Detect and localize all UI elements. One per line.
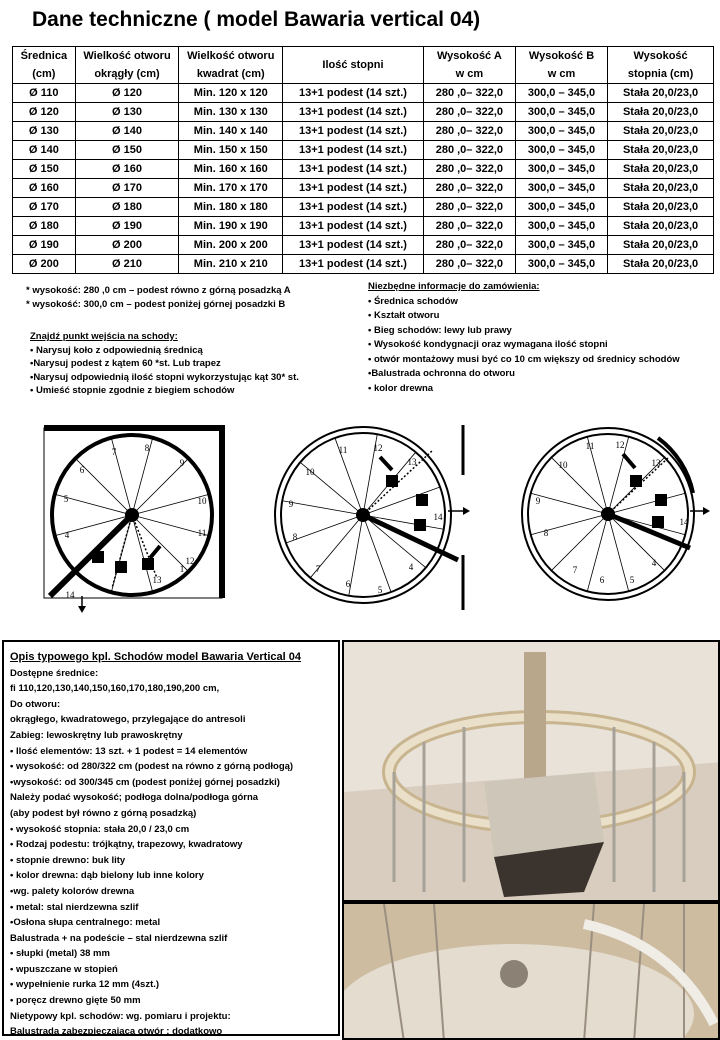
step-number: 3 [655,517,661,527]
table-body [13,84,714,274]
column-header-line: Ilość stopni [322,59,384,71]
table-cell: 13+1 podest (14 szt.) [283,255,424,274]
table-cell: Min. 180 x 180 [179,198,283,217]
column-header-line: (cm) [32,68,56,80]
step-number: 5 [63,494,69,504]
table-cell: Min. 210 x 210 [179,255,283,274]
column-header-line: kwadrat (cm) [196,68,265,80]
table-row [13,179,714,198]
step-number: 9 [179,458,185,468]
spec-table [12,46,714,274]
description-line: Nietypowy kpl. schodów: wg. pomiaru i projektu: [10,1010,231,1022]
table-row [13,103,714,122]
step-number: 11 [338,445,348,455]
step-edge [282,501,363,515]
table-cell: Ø 200 [75,236,179,255]
description-line: Zabieg: lewoskrętny lub prawoskrętny [10,729,183,741]
table-cell: 13+1 podest (14 szt.) [283,217,424,236]
description-line: • wysokość: od 280/322 cm (podest na równo z górną podłogą) [10,761,294,773]
step-number: 2 [658,495,664,505]
step-number: 11 [197,528,207,538]
description-line: • wysokość stopnia: stała 20,0 / 23,0 cm [10,823,190,835]
step-number: 1 [630,476,636,486]
table-cell: Stała 20,0/23,0 [608,198,714,217]
step-number: 14 [65,590,75,600]
description-line: Należy podać wysokość; podłoga dolna/podłoga górna [10,792,259,804]
order-info [368,280,688,396]
step-number: 13 [152,575,162,585]
table-cell: 13+1 podest (14 szt.) [283,141,424,160]
table-cell: Ø 180 [13,217,76,236]
description-lines [10,666,335,1040]
table-cell: Min. 140 x 140 [179,122,283,141]
step-number: 3 [417,519,423,529]
note-b: * wysokość: 300,0 cm – podest poniżej górnej posadzki B [26,299,286,310]
table-cell: Stała 20,0/23,0 [608,255,714,274]
table-row [13,122,714,141]
table-cell: 300,0 – 345,0 [515,141,607,160]
description-line: Dostępne średnice: [10,667,99,679]
step-number: 4 [651,558,657,568]
step-number: 9 [535,496,541,506]
column-header-line: okrągły (cm) [94,68,160,80]
entry-point-instructions [30,330,299,398]
table-cell: 13+1 podest (14 szt.) [283,122,424,141]
description-line: • Rodzaj podestu: trójkątny, trapezowy, kwadratowy [10,839,243,851]
table-cell: Stała 20,0/23,0 [608,84,714,103]
table-cell: Ø 190 [75,217,179,236]
table-cell: Stała 20,0/23,0 [608,179,714,198]
step-number: 5 [377,585,383,595]
table-cell: 300,0 – 345,0 [515,179,607,198]
column-header [423,47,515,84]
step-number: 8 [144,443,150,453]
column-header-line: Średnica [20,50,68,62]
table-cell: 300,0 – 345,0 [515,198,607,217]
description-heading: Opis typowego kpl. Schodów model Bawaria Vertical 04 [10,651,301,663]
step-number: 4 [408,562,414,572]
table-cell: 13+1 podest (14 szt.) [283,103,424,122]
step-number: 2 [117,565,123,575]
diagram-round-variant [508,418,713,613]
table-cell: Stała 20,0/23,0 [608,141,714,160]
column-header-line: w cm [455,68,484,80]
photo-staircase-top-illustration [344,642,720,902]
order-item: • kolor drewna [368,382,434,394]
step-number: 8 [292,532,298,542]
step-number: 7 [315,564,321,574]
step-number: 10 [197,496,207,506]
table-row [13,160,714,179]
step-number: 6 [599,575,605,585]
table-cell: Stała 20,0/23,0 [608,160,714,179]
table-cell: Min. 120 x 120 [179,84,283,103]
step-number: 1 [179,564,185,574]
table-cell: 280 ,0– 322,0 [423,160,515,179]
step-number: 4 [64,530,70,540]
table-cell: Ø 180 [75,198,179,217]
column-header-line: Wysokość A [436,50,502,62]
table-cell: Ø 200 [13,255,76,274]
description-line: okrągłego, kwadratowego, przylegające do antresoli [10,714,246,726]
step-number: 5 [629,575,635,585]
table-cell: Ø 170 [13,198,76,217]
table-cell: 13+1 podest (14 szt.) [283,179,424,198]
column-header-line: Wielkość otworu [83,50,171,62]
column-header [608,47,714,84]
table-cell: Ø 150 [13,160,76,179]
howto-item: •Narysuj odpowiednią ilość stopni wykorzystując kąt 30* st. [30,371,299,383]
table-header [13,47,714,84]
description [10,650,335,1040]
table-row [13,255,714,274]
step-edge [551,514,608,571]
table-row [13,141,714,160]
column-header [283,47,424,84]
table-cell: 280 ,0– 322,0 [423,141,515,160]
table-cell: Ø 120 [75,84,179,103]
table-cell: 300,0 – 345,0 [515,217,607,236]
table-cell: 280 ,0– 322,0 [423,217,515,236]
howto-item: •Narysuj podest z kątem 60 *st. Lub trapez [30,358,221,369]
table-cell: Min. 200 x 200 [179,236,283,255]
description-line: fi 110,120,130,140,150,160,170,180,190,200 cm, [10,683,220,695]
table-cell: 280 ,0– 322,0 [423,198,515,217]
step-number: 6 [345,579,351,589]
description-line: • kolor drewna: dąb bielony lub inne kolory [10,870,204,882]
table-cell: Ø 110 [13,84,76,103]
photo-staircase-top [342,640,720,902]
table-cell: 13+1 podest (14 szt.) [283,198,424,217]
step-edge [531,493,608,514]
order-item: • Bieg schodów: lewy lub prawy [368,324,512,336]
description-line: (aby podest był równo z górną posadzką) [10,807,197,819]
description-line: • Ilość elementów: 13 szt. + 1 podest = 14 elementów [10,745,248,757]
step-number: 11 [585,441,595,451]
table-cell: Min. 190 x 190 [179,217,283,236]
description-line: •Osłona słupa centralnego: metal [10,917,161,929]
description-line: Do otworu: [10,698,61,710]
table-cell: 280 ,0– 322,0 [423,255,515,274]
step-edge [132,515,153,592]
howto-item: • Umieść stopnie zgodnie z biegiem schodów [30,385,235,396]
order-item: • Średnica schodów [368,295,458,307]
column-header-line: Wielkość otworu [187,50,275,62]
step-number: 14 [679,517,689,527]
table-cell: 280 ,0– 322,0 [423,103,515,122]
description-line: • stopnie drewno: buk lity [10,854,126,866]
table-cell: 280 ,0– 322,0 [423,236,515,255]
table-cell: Stała 20,0/23,0 [608,217,714,236]
table-cell: Stała 20,0/23,0 [608,122,714,141]
table-cell: 300,0 – 345,0 [515,160,607,179]
column-header-line: Wysokość B [528,50,595,62]
table-cell: Min. 130 x 130 [179,103,283,122]
table-row [13,84,714,103]
description-line: •wysokość: od 300/345 cm (podest poniżej górnej posadzki) [10,776,280,788]
photo-staircase-below [342,902,720,1040]
table-cell: Ø 190 [13,236,76,255]
step-number: 13 [407,457,417,467]
table-cell: Ø 150 [75,141,179,160]
table-cell: 13+1 podest (14 szt.) [283,236,424,255]
table-cell: Ø 210 [75,255,179,274]
step-edge [132,438,153,515]
step-number: 2 [419,495,425,505]
table-cell: Min. 150 x 150 [179,141,283,160]
column-header [515,47,607,84]
table-cell: 280 ,0– 322,0 [423,122,515,141]
step-number: 7 [572,565,578,575]
step-number: 12 [615,440,625,450]
table-row [13,217,714,236]
page-title: Dane techniczne ( model Bawaria vertical 04) [32,8,481,31]
step-number: 7 [111,447,117,457]
photo-staircase-below-illustration [344,904,720,1040]
table-cell: Stała 20,0/23,0 [608,236,714,255]
column-header [75,47,179,84]
step-number: 9 [288,499,294,509]
table-cell: Ø 130 [13,122,76,141]
column-header-line: stopnia (cm) [627,68,694,80]
table-header-row [13,47,714,84]
height-notes [26,284,291,312]
table-cell: Ø 160 [75,160,179,179]
table-row [13,236,714,255]
table-cell: Ø 140 [13,141,76,160]
table-cell: 300,0 – 345,0 [515,103,607,122]
diagram-round-opening [268,415,473,615]
order-item: • Wysokość kondygnacji oraz wymagana ilość stopni [368,339,608,350]
description-line: • wypełnienie rurka 12 mm (4szt.) [10,979,160,991]
table-cell: 280 ,0– 322,0 [423,179,515,198]
table-cell: 300,0 – 345,0 [515,255,607,274]
step-edge [587,514,608,591]
description-line: Balustrada + na podeście – stal nierdzewna szlif [10,932,228,944]
step-number: 8 [543,528,549,538]
step-edge [608,493,685,514]
table-cell: 13+1 podest (14 szt.) [283,84,424,103]
table-cell: Ø 160 [13,179,76,198]
description-line: • wpuszczane w stopień [10,963,118,975]
description-line: • słupki (metal) 38 mm [10,948,110,960]
table-cell: 300,0 – 345,0 [515,84,607,103]
step-number: 14 [433,512,443,522]
step-number: 1 [386,477,392,487]
order-heading: Niezbędne informacje do zamówienia: [368,281,540,292]
order-item: • Kształt otworu [368,310,440,321]
step-number: 12 [185,556,195,566]
table-cell: Min. 160 x 160 [179,160,283,179]
howto-item: • Narysuj koło z odpowiednią średnicą [30,344,203,356]
table-cell: Stała 20,0/23,0 [608,103,714,122]
column-header-line: Wysokość [633,50,688,62]
table-row [13,198,714,217]
step-number: 12 [373,443,383,453]
column-header [179,47,283,84]
table-cell: 300,0 – 345,0 [515,122,607,141]
note-a: * wysokość: 280 ,0 cm – podest równo z górną posadzką A [26,285,291,296]
step-edge [349,515,363,596]
description-line: Balustrada zabezpieczająca otwór : dodatkowo [10,1026,223,1038]
description-line: • poręcz drewno gięte 50 mm [10,995,141,1007]
table-cell: 300,0 – 345,0 [515,236,607,255]
step-number: 10 [558,460,568,470]
table-cell: 13+1 podest (14 szt.) [283,160,424,179]
howto-heading: Znajdź punkt wejścia na schody: [30,331,178,342]
step-number: 10 [305,467,315,477]
step-number: 3 [94,553,100,563]
column-header-line: w cm [547,68,576,80]
table-cell: 280 ,0– 322,0 [423,84,515,103]
table-cell: Ø 120 [13,103,76,122]
table-cell: Ø 140 [75,122,179,141]
step-number: 6 [79,465,85,475]
step-edge [608,514,629,591]
description-line: •wg. palety kolorów drewna [10,885,135,897]
column-header [13,47,76,84]
step-edge [531,514,608,535]
table-cell: Ø 130 [75,103,179,122]
table-cell: Min. 170 x 170 [179,179,283,198]
table-cell: Ø 170 [75,179,179,198]
step-number: 13 [651,458,661,468]
diagram-square-opening [32,418,242,613]
order-item: • otwór montażowy musi być co 10 cm większy od średnicy schodów [368,353,680,365]
order-item: •Balustrada ochronna do otworu [368,368,515,379]
description-line: • metal: stal nierdzewna szlif [10,901,139,913]
